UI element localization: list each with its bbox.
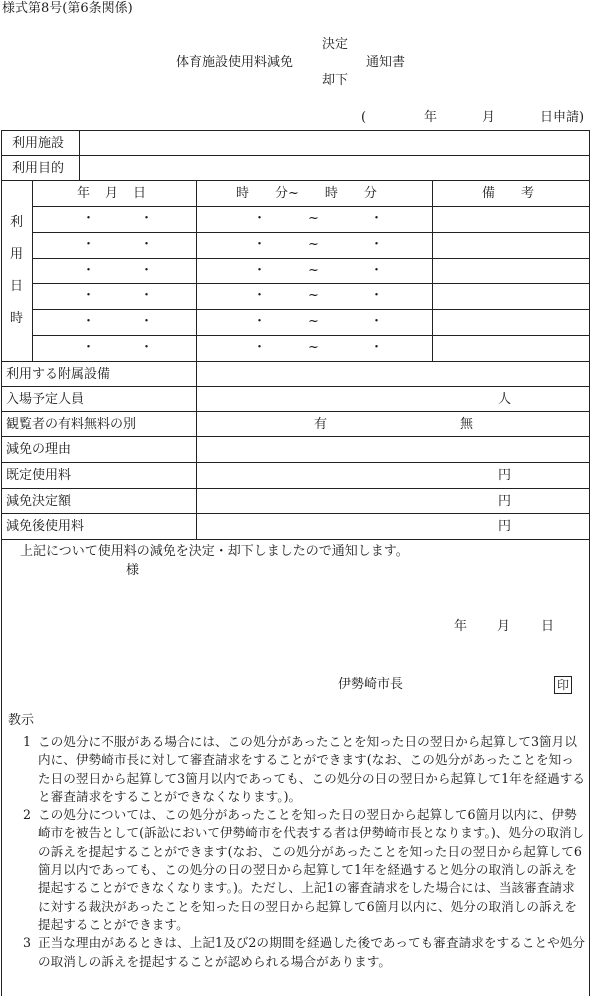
instruction-list <box>8 733 586 971</box>
header-date: 年 月 日 <box>77 186 148 201</box>
application-date-day: 日申請) <box>540 110 585 125</box>
time-dot-2: ・ <box>370 340 384 355</box>
date-dot-2: ・ <box>140 340 154 355</box>
fee-type-label: 観覧者の有料無料の別 <box>6 417 137 432</box>
time-dot-2: ・ <box>370 288 384 303</box>
issue-date-year: 年 <box>454 619 468 634</box>
time-dot-2: ・ <box>370 314 384 329</box>
issue-date-month: 月 <box>497 619 511 634</box>
datetime-label-1: 利 <box>10 215 24 230</box>
date-dot-2: ・ <box>140 211 154 226</box>
issue-date-day: 日 <box>541 619 555 634</box>
instruction-item: 3 正当な理由があるときは、上記1及び2の期間を経過した後であっても審査請求をすることや処分の取消しの訴えを提起することが認められる場合があります。 <box>23 935 586 969</box>
time-tilde: ~ <box>308 314 319 329</box>
facility-label: 利用施設 <box>12 136 65 151</box>
header-remarks: 備 考 <box>482 186 535 201</box>
datetime-label-3: 日 <box>10 279 24 294</box>
time-tilde: ~ <box>308 288 319 303</box>
equipment-label: 利用する附属設備 <box>6 367 111 382</box>
time-dot-2: ・ <box>370 263 384 278</box>
date-dot-1: ・ <box>82 237 96 252</box>
title-suffix: 通知書 <box>366 55 406 70</box>
form-number: 様式第8号(第6条関係) <box>2 1 133 16</box>
date-dot-1: ・ <box>82 340 96 355</box>
decided-reduction-label: 減免決定額 <box>6 494 72 509</box>
fee-after-label: 減免後使用料 <box>6 519 85 534</box>
time-dot-1: ・ <box>253 288 267 303</box>
time-dot-1: ・ <box>253 237 267 252</box>
notice-text: 上記について使用料の減免を決定・却下しましたので通知します。 <box>20 544 409 559</box>
time-tilde: ~ <box>308 340 319 355</box>
purpose-label: 利用目的 <box>12 161 65 176</box>
date-dot-2: ・ <box>140 288 154 303</box>
date-dot-1: ・ <box>82 288 96 303</box>
title-option-rejected: 却下 <box>322 73 349 88</box>
date-dot-1: ・ <box>82 263 96 278</box>
time-dot-1: ・ <box>253 314 267 329</box>
time-dot-2: ・ <box>370 211 384 226</box>
date-dot-2: ・ <box>140 314 154 329</box>
title-option-decided: 決定 <box>322 37 349 52</box>
standard-fee-label: 既定使用料 <box>6 468 72 483</box>
title-main: 体育施設使用料減免 <box>176 55 294 70</box>
datetime-label-2: 用 <box>10 247 24 262</box>
application-date-open: ( <box>361 110 367 125</box>
instruction-item: 2 この処分については、この処分があったことを知った日の翌日から起算して6箇月以内に、伊勢崎市を被告として(訴訟において伊勢崎市を代表する者は伊勢崎市長となります。)、処分の取消しの訴えを提起することができます(なお、この処分があったことを知った日の翌日から起算して6箇月以内であっても、この処分の日の翌日から起算して1年を経過すると処分の取消しの訴えを提起することができなくなります。)。ただし、上記1の審査請求をした場合には、当該審査請求に対する裁決があったことを知った日の翌日から起算して6箇月以内に、処分の取消しの訴えを提起することができます。 <box>23 807 585 932</box>
time-tilde: ~ <box>308 211 319 226</box>
time-dot-1: ・ <box>253 263 267 278</box>
application-date-month: 月 <box>482 110 496 125</box>
time-dot-1: ・ <box>253 340 267 355</box>
standard-fee-unit: 円 <box>498 468 512 483</box>
addressee-suffix: 様 <box>126 563 140 578</box>
time-tilde: ~ <box>308 263 319 278</box>
instruction-heading: 教示 <box>8 713 35 728</box>
fee-after-unit: 円 <box>498 519 512 534</box>
datetime-label-4: 時 <box>10 311 24 326</box>
attendees-label: 入場予定人員 <box>6 392 85 407</box>
time-tilde: ~ <box>308 237 319 252</box>
date-dot-2: ・ <box>140 237 154 252</box>
time-dot-1: ・ <box>253 211 267 226</box>
seal-mark: 印 <box>554 676 572 694</box>
time-dot-2: ・ <box>370 237 384 252</box>
header-time: 時 分~ 時 分 <box>236 186 377 201</box>
date-dot-2: ・ <box>140 263 154 278</box>
fee-paid: 有 <box>314 417 328 432</box>
date-dot-1: ・ <box>82 211 96 226</box>
date-dot-1: ・ <box>82 314 96 329</box>
application-date-year: 年 <box>424 110 438 125</box>
attendees-unit: 人 <box>498 392 512 407</box>
issuer: 伊勢崎市長 <box>338 677 404 692</box>
decided-reduction-unit: 円 <box>498 494 512 509</box>
reason-label: 減免の理由 <box>6 442 72 457</box>
fee-free: 無 <box>460 417 474 432</box>
instruction-item: 1 この処分に不服がある場合には、この処分があったことを知った日の翌日から起算して3箇月以内に、伊勢崎市長に対して審査請求をすることができます(なお、この処分があったことを知った日の翌日から起算して3箇月以内であっても、この処分の日の翌日から起算して1年を経過すると審査請求をすることができなくなります。)。 <box>23 734 586 804</box>
